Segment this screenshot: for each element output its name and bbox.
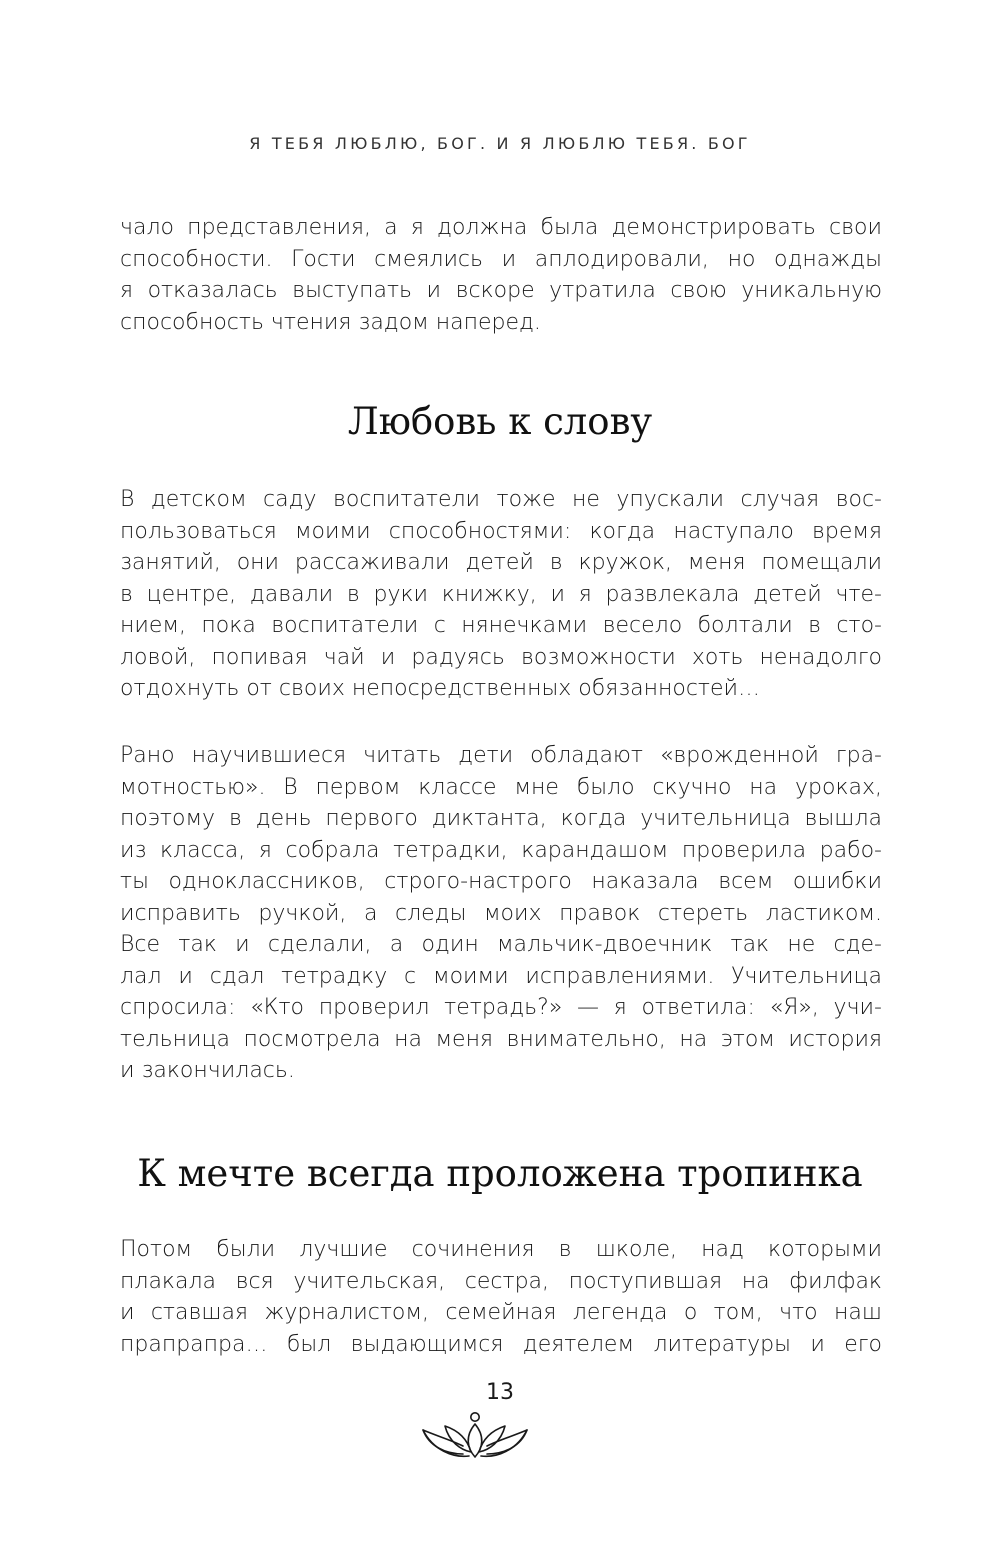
text-line: чало представления, а я должна была демонстрировать свои [120,215,882,240]
text-line: мотностью». В первом классе мне было скучно на уроках, [120,774,882,800]
text-line: прапрапра… был выдающимся деятелем литературы и его [120,1331,882,1357]
intro-paragraph [120,212,882,338]
section1-paragraph-2 [120,740,882,1087]
text-line: поэтому в день первого диктанта, когда учительница вышла [120,806,882,831]
text-line: Рано научившиеся читать дети обладают «врожденной гра- [120,743,882,768]
text-line: пользоваться моими способностями: когда наступало время [120,518,882,544]
page-number: 13 [486,1380,514,1405]
text-line: Потом были лучшие сочинения в школе, над которыми [120,1237,882,1262]
text-line: и ставшая журналистом, семейная легенда о том, что наш [120,1300,882,1325]
text-line: Все так и сделали, а один мальчик-двоечник так не сде- [120,932,882,957]
text-line: В детском саду воспитатели тоже не упускали случая вос- [120,487,882,512]
text-line: отдохнуть от своих непосредственных обязанностей… [120,676,761,701]
text-line: способности. Гости смеялись и аплодировали, но однажды [120,246,882,272]
text-line: способность чтения задом наперед. [120,309,541,335]
section1-paragraph-1 [120,484,882,705]
section2-paragraph-1 [120,1234,882,1360]
text-line: исправить ручкой, а следы моих правок стереть ластиком. [120,900,882,926]
text-line: спросила: «Кто проверил тетрадь?» — я ответила: «Я», учи- [120,995,882,1020]
text-line: лал и сдал тетрадку с моими исправлениями. Учительница [120,963,882,989]
text-line: ловой, попивая чай и радуясь возможности хоть ненадолго [120,644,882,670]
text-line: я отказалась выступать и вскоре утратила свою уникальную [120,278,882,303]
text-line: ты одноклассников, строго-настрого наказала всем ошибки [120,869,882,894]
text-line: нием, пока воспитатели с нянечками весело болтали в сто- [120,613,882,638]
text-line: занятий, они рассаживали детей в кружок, меня помещали [120,550,882,575]
text-line: плакала вся учительская, сестра, поступившая на филфак [120,1268,882,1294]
section-heading-dream-path: К мечте всегда проложена тропинка [137,1152,863,1195]
text-line: и закончилась. [120,1058,295,1083]
text-line: из класса, я собрала тетрадки, карандашом проверила рабо- [120,837,882,863]
text-line: в центре, давали в руки книжку, и я развлекала детей чте- [120,581,882,607]
lotus-ornament-icon [419,1408,531,1460]
running-head: Я ТЕБЯ ЛЮБЛЮ, БОГ. И Я ЛЮБЛЮ ТЕБЯ. БОГ [249,134,751,153]
section-heading-love-of-words: Любовь к слову [347,400,653,443]
text-line: тельница посмотрела на меня внимательно, на этом история [120,1026,882,1052]
